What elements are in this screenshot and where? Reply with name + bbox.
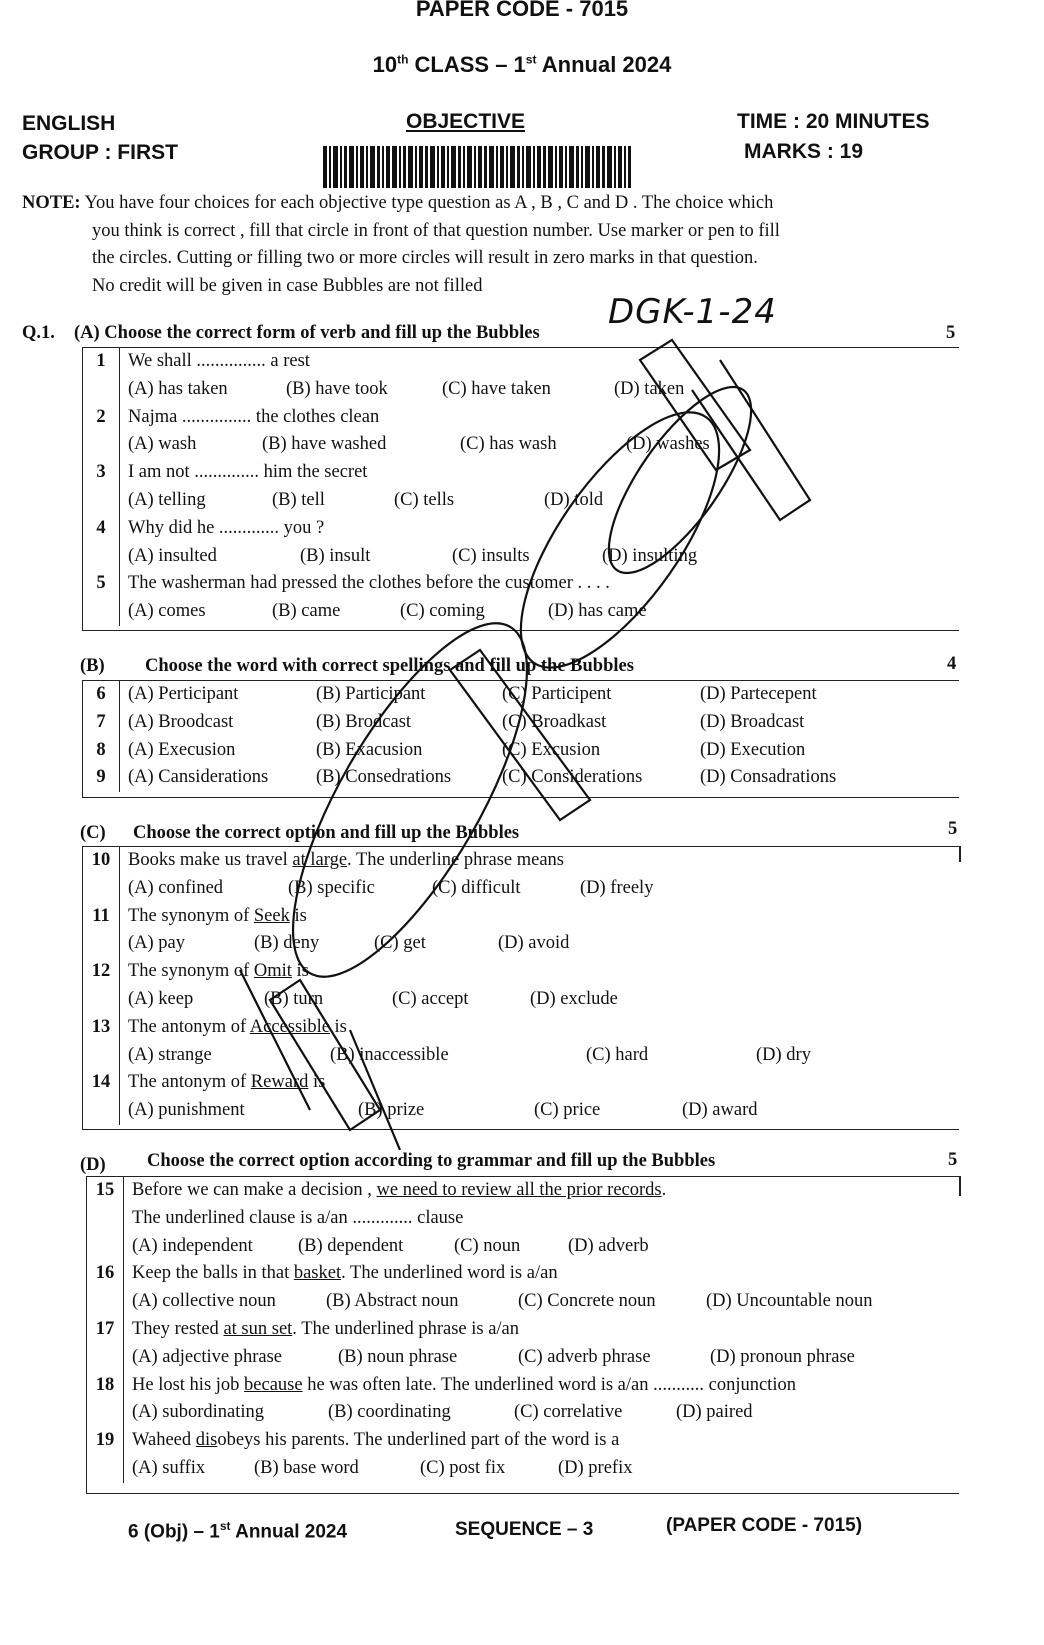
option-b[interactable]: (B) turn xyxy=(264,988,324,1009)
option-c[interactable]: (C) price xyxy=(534,1100,601,1121)
question-row xyxy=(83,903,811,931)
option-b[interactable]: (B) coordinating xyxy=(328,1402,451,1423)
option-d[interactable]: (D) exclude xyxy=(530,988,618,1009)
option-d[interactable]: (D) Consadrations xyxy=(700,767,837,788)
option-c[interactable]: (C) Excusion xyxy=(502,739,601,760)
option-a[interactable]: (A) Cansiderations xyxy=(128,767,269,788)
question-row xyxy=(83,515,710,543)
question-number: 14 xyxy=(83,1069,120,1125)
options-row xyxy=(124,1399,873,1427)
question-number: 6 xyxy=(83,681,120,709)
options-row xyxy=(124,1233,873,1261)
marks-label: MARKS : 19 xyxy=(744,140,864,163)
options-row xyxy=(120,737,837,765)
question-number: 3 xyxy=(83,459,120,515)
question-row xyxy=(83,459,710,487)
option-b[interactable]: (B) have washed xyxy=(262,434,387,455)
note-label: NOTE: xyxy=(22,193,81,213)
question-number: 2 xyxy=(83,404,120,460)
box-edge xyxy=(959,1176,961,1196)
class-title: 10th CLASS – 1st Annual 2024 xyxy=(372,52,672,77)
option-a[interactable]: (A) strange xyxy=(128,1044,212,1065)
options-row xyxy=(120,681,837,709)
question-stem: The antonym of Accessible is xyxy=(128,1016,347,1037)
option-b[interactable]: (B) Abstract noun xyxy=(326,1291,459,1312)
option-b[interactable]: (B) specific xyxy=(288,877,375,898)
question-stem: Keep the balls in that basket. The underlined word is a/an xyxy=(132,1263,558,1284)
barcode xyxy=(323,146,631,188)
option-d[interactable]: (D) dry xyxy=(756,1044,811,1065)
section-d-table xyxy=(87,1177,872,1483)
option-c[interactable]: (C) adverb phrase xyxy=(518,1346,651,1367)
question-stem: They rested at sun set. The underlined phrase is a/an xyxy=(132,1318,520,1339)
option-d[interactable]: (D) award xyxy=(682,1100,758,1121)
question-row xyxy=(83,348,710,376)
options-row xyxy=(120,875,811,903)
option-a[interactable]: (A) has taken xyxy=(128,378,228,399)
option-a[interactable]: (A) telling xyxy=(128,489,206,510)
question-number: 5 xyxy=(83,570,120,626)
option-c[interactable]: (C) Participent xyxy=(502,684,612,704)
options-row xyxy=(120,709,837,737)
question-row xyxy=(87,1316,872,1344)
option-c[interactable]: (C) have taken xyxy=(442,378,551,399)
options-row xyxy=(120,598,710,626)
option-d[interactable]: (D) paired xyxy=(676,1402,753,1423)
option-d[interactable]: (D) has came xyxy=(548,601,647,622)
option-d[interactable]: (D) avoid xyxy=(498,933,570,954)
section-d-marks: 5 xyxy=(948,1150,958,1170)
question-row xyxy=(83,404,710,432)
question-stem: We shall ............... a rest xyxy=(128,351,310,371)
question-row xyxy=(87,1427,872,1455)
question-stem: The washerman had pressed the clothes before the customer . . . . xyxy=(128,573,610,594)
question-stem: He lost his job because he was often late. The underlined word is a/an ........... conjunction xyxy=(132,1374,796,1395)
question-row xyxy=(83,1014,811,1042)
question-number: 12 xyxy=(83,958,120,1014)
options-row xyxy=(120,1042,811,1070)
option-a[interactable]: (A) collective noun xyxy=(132,1291,276,1312)
question-number: 1 xyxy=(83,348,120,404)
option-b[interactable]: (B) Brodcast xyxy=(316,711,412,732)
option-a[interactable]: (A) keep xyxy=(128,988,194,1009)
question-stem: Why did he ............. you ? xyxy=(128,517,325,538)
group-label: GROUP : FIRST xyxy=(22,141,178,164)
option-c[interactable]: (C) correlative xyxy=(514,1402,623,1423)
option-b[interactable]: (B) came xyxy=(272,601,341,622)
option-a[interactable]: (A) subordinating xyxy=(132,1402,265,1423)
option-b[interactable]: (B) dependent xyxy=(298,1235,404,1256)
option-a[interactable]: (A) Perticipant xyxy=(128,684,239,704)
section-c-marks: 5 xyxy=(948,819,958,839)
option-a[interactable]: (A) comes xyxy=(128,601,206,622)
option-d[interactable]: (D) pronoun phrase xyxy=(710,1346,855,1367)
option-d[interactable]: (D) adverb xyxy=(568,1235,649,1256)
section-a-heading: (A) Choose the correct form of verb and fill up the Bubbles xyxy=(74,323,540,343)
option-a[interactable]: (A) Execusion xyxy=(128,739,236,760)
section-b-table xyxy=(83,681,836,792)
question-row xyxy=(87,1177,872,1205)
option-a[interactable]: (A) confined xyxy=(128,877,224,898)
option-d[interactable]: (D) told xyxy=(544,489,604,510)
option-b[interactable]: (B) insult xyxy=(300,545,371,566)
question-number: 10 xyxy=(83,847,120,903)
question-stem-2: The underlined clause is a/an ............. clause xyxy=(132,1207,464,1228)
section-b-marks: 4 xyxy=(947,654,957,674)
note-line: the circles. Cutting or filling two or more circles will result in zero marks in that question. xyxy=(92,248,758,268)
section-b-heading: Choose the word with correct spellings and fill up the Bubbles xyxy=(145,656,634,676)
option-a[interactable]: (A) wash xyxy=(128,434,197,455)
note-line: you think is correct , fill that circle in front of that question number. Use marker or pen to fill xyxy=(92,220,780,241)
option-d[interactable]: (D) Partecepent xyxy=(700,684,817,704)
subject-label: ENGLISH xyxy=(22,112,116,135)
question-row xyxy=(83,709,836,737)
question-number: 19 xyxy=(87,1427,124,1483)
question-stem: The antonym of Reward is xyxy=(128,1072,326,1093)
option-d[interactable]: (D) Execution xyxy=(700,739,806,760)
options-row xyxy=(120,376,710,404)
question-number: 7 xyxy=(83,709,120,737)
option-a[interactable]: (A) insulted xyxy=(128,545,217,566)
option-c[interactable]: (C) get xyxy=(374,933,426,954)
question-number: 18 xyxy=(87,1372,124,1428)
footer-paper-code: (PAPER CODE - 7015) xyxy=(666,1515,863,1536)
option-d[interactable]: (D) taken xyxy=(614,378,685,399)
question-row xyxy=(83,847,811,875)
question-row xyxy=(83,570,710,598)
option-b[interactable]: (B) Exacusion xyxy=(316,739,423,760)
question-number: 16 xyxy=(87,1260,124,1316)
option-b[interactable]: (B) noun phrase xyxy=(338,1346,458,1367)
options-row xyxy=(120,543,710,571)
option-d[interactable]: (D) freely xyxy=(580,877,654,898)
options-row xyxy=(120,930,811,958)
question-stem: The synonym of Omit is xyxy=(128,961,309,982)
handwritten-code: DGK-1-24 xyxy=(608,292,777,332)
question-stem: I am not .............. him the secret xyxy=(128,462,368,483)
section-b-prefix: (B) xyxy=(80,656,105,676)
option-b[interactable]: (B) deny xyxy=(254,933,320,954)
option-a[interactable]: (A) punishment xyxy=(128,1100,245,1121)
option-c[interactable]: (C) hard xyxy=(586,1044,649,1065)
section-c-heading: Choose the correct option and fill up the Bubbles xyxy=(133,823,520,843)
options-row xyxy=(120,487,710,515)
option-c[interactable]: (C) insults xyxy=(452,545,530,566)
question-row xyxy=(83,1069,811,1097)
question-number: 15 xyxy=(87,1177,124,1260)
option-b[interactable]: (B) tell xyxy=(272,489,325,510)
question-number: 4 xyxy=(83,515,120,571)
option-a[interactable]: (A) suffix xyxy=(132,1457,206,1478)
options-row xyxy=(120,1097,811,1125)
section-c-table xyxy=(83,847,811,1125)
section-a-table xyxy=(83,348,710,626)
question-number: 9 xyxy=(83,764,120,792)
question-number: 8 xyxy=(83,737,120,765)
time-label: TIME : 20 MINUTES xyxy=(737,110,930,133)
options-row xyxy=(120,431,710,459)
option-b[interactable]: (B) Participant xyxy=(316,684,426,704)
options-row xyxy=(124,1455,873,1483)
option-a[interactable]: (A) pay xyxy=(128,933,186,954)
option-d[interactable]: (D) insulting xyxy=(602,545,698,566)
section-d-heading: Choose the correct option according to grammar and fill up the Bubbles xyxy=(147,1151,716,1171)
option-a[interactable]: (A) Broodcast xyxy=(128,711,234,732)
question-stem: The synonym of Seek is xyxy=(128,905,307,926)
option-c[interactable]: (C) accept xyxy=(392,988,469,1009)
section-c-prefix: (C) xyxy=(80,823,106,843)
option-c[interactable]: (C) post fix xyxy=(420,1457,506,1478)
option-c[interactable]: (C) Broadkast xyxy=(502,711,607,732)
options-row xyxy=(124,1344,873,1372)
options-row xyxy=(120,986,811,1014)
question-row xyxy=(83,958,811,986)
option-a[interactable]: (A) independent xyxy=(132,1235,253,1256)
question-row xyxy=(83,737,836,765)
note-line: You have four choices for each objective type question as A , B , C and D . The choice which xyxy=(80,193,774,213)
option-b[interactable]: (B) Consedrations xyxy=(316,767,452,788)
option-c[interactable]: (C) tells xyxy=(394,489,455,510)
option-d[interactable]: (D) Uncountable noun xyxy=(706,1291,873,1312)
option-a[interactable]: (A) adjective phrase xyxy=(132,1346,282,1367)
question-row xyxy=(87,1372,872,1400)
question-row xyxy=(87,1260,872,1288)
box-edge xyxy=(959,846,961,862)
option-c[interactable]: (C) difficult xyxy=(432,877,521,898)
question-1-label: Q.1. xyxy=(22,323,55,343)
question-stem: Before we can make a decision , we need to review all the prior records. xyxy=(132,1180,667,1200)
question-number: 13 xyxy=(83,1014,120,1070)
option-b[interactable]: (B) prize xyxy=(358,1100,425,1121)
option-b[interactable]: (B) have took xyxy=(286,378,388,399)
question-stem: Books make us travel at large. The underline phrase means xyxy=(128,850,565,870)
paper-code-title: PAPER CODE - 7015 xyxy=(415,0,629,21)
footer-left: 6 (Obj) – 1st Annual 2024 xyxy=(128,1519,348,1543)
option-c[interactable]: (C) coming xyxy=(400,601,485,622)
section-a-marks: 5 xyxy=(946,323,956,343)
option-b[interactable]: (B) inaccessible xyxy=(330,1044,449,1065)
option-b[interactable]: (B) base word xyxy=(254,1457,359,1478)
section-d-prefix: (D) xyxy=(80,1155,106,1175)
question-row xyxy=(83,764,836,792)
option-c[interactable]: (C) noun xyxy=(454,1235,521,1256)
option-d[interactable]: (D) Broadcast xyxy=(700,711,805,732)
option-c[interactable]: (C) Considerations xyxy=(502,767,643,788)
options-row xyxy=(124,1288,873,1316)
footer-sequence: SEQUENCE – 3 xyxy=(455,1519,594,1540)
question-number: 11 xyxy=(83,903,120,959)
option-c[interactable]: (C) Concrete noun xyxy=(518,1291,656,1312)
objective-heading: OBJECTIVE xyxy=(406,110,526,133)
question-stem: Waheed disobeys his parents. The underlined part of the word is a xyxy=(132,1430,620,1451)
note-line: No credit will be given in case Bubbles are not filled xyxy=(92,275,483,296)
question-row xyxy=(83,681,836,709)
option-c[interactable]: (C) has wash xyxy=(460,434,557,455)
options-row xyxy=(120,764,837,792)
option-d[interactable]: (D) washes xyxy=(626,434,710,455)
instructions-note xyxy=(22,190,962,300)
option-d[interactable]: (D) prefix xyxy=(558,1457,633,1478)
question-stem: Najma ............... the clothes clean xyxy=(128,406,380,427)
question-number: 17 xyxy=(87,1316,124,1372)
